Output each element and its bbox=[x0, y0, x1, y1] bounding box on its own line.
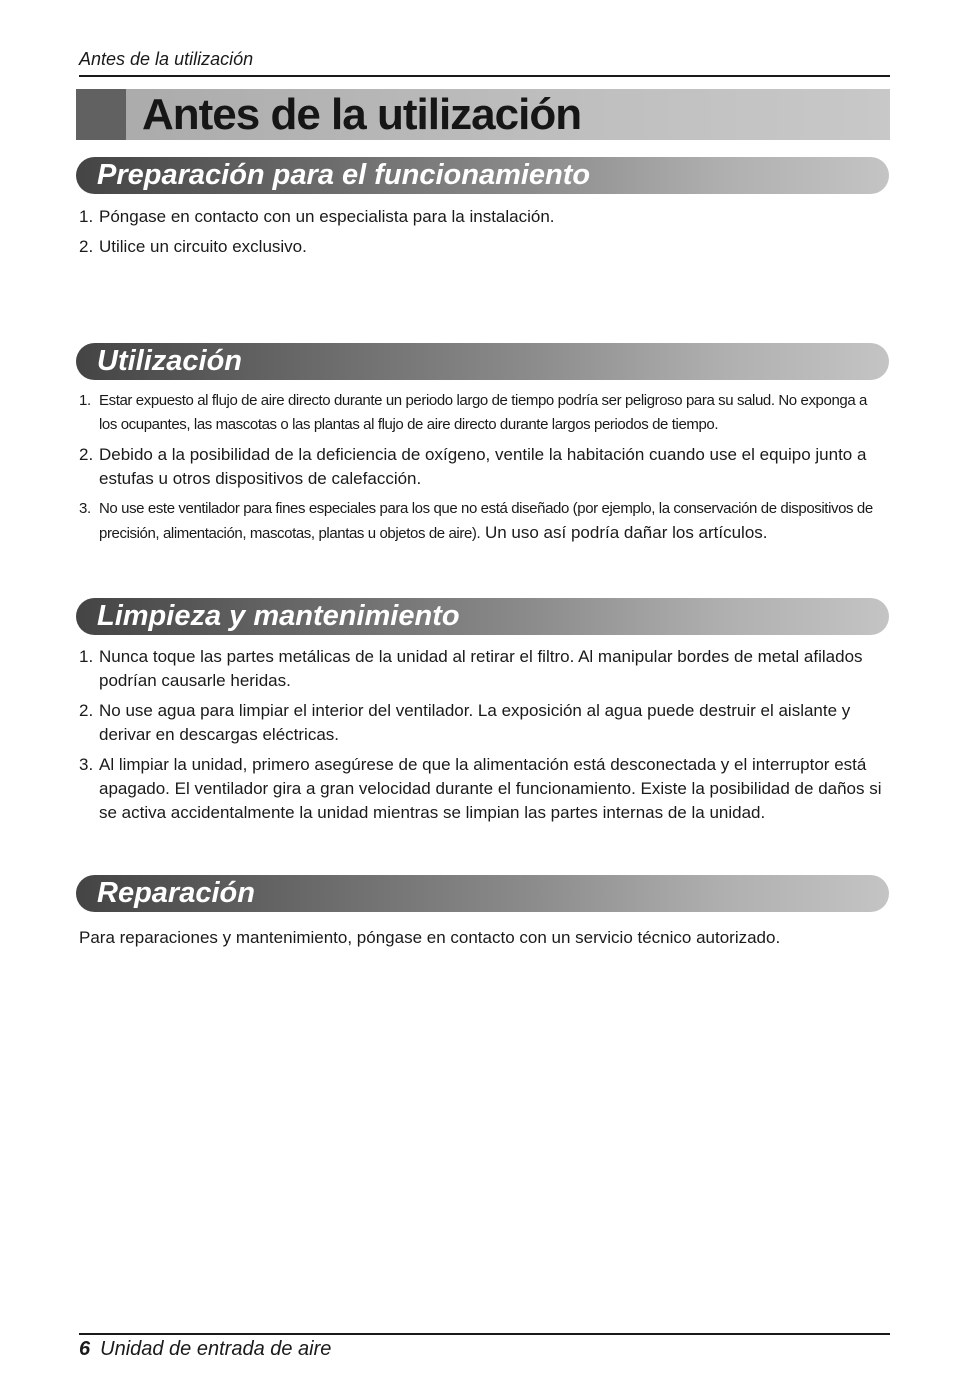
item-text-tail: Un uso así podría dañar los artículos. bbox=[480, 523, 768, 542]
section-title: Limpieza y mantenimiento bbox=[97, 600, 460, 632]
section-header-preparacion bbox=[76, 157, 889, 194]
item-text: Póngase en contacto con un especialista para la instalación. bbox=[99, 207, 555, 226]
list-item bbox=[79, 205, 884, 229]
section-title: Utilización bbox=[97, 345, 243, 377]
item-number: 2. bbox=[79, 237, 94, 256]
title-accent-block bbox=[76, 89, 126, 140]
item-number: 2. bbox=[79, 445, 94, 464]
item-text: No use este ventilador para fines especiales para los que no está diseñado (por ejemplo, la conservación de dispositivos de precisión, alimentación, mascotas, plantas u objetos de aire). bbox=[99, 500, 873, 542]
reparacion-paragraph: Para reparaciones y mantenimiento, póngase en contacto con un servicio técnico autorizado. bbox=[79, 928, 781, 947]
section-title: Reparación bbox=[97, 877, 255, 909]
page-number: 6 bbox=[79, 1338, 91, 1360]
item-number: 3. bbox=[79, 755, 94, 774]
limpieza-list bbox=[79, 645, 884, 825]
item-number: 1. bbox=[79, 207, 94, 226]
item-number: 1. bbox=[79, 392, 91, 409]
item-text: No use agua para limpiar el interior del ventilador. La exposición al agua puede destruir el aislante y derivar en descargas eléctricas. bbox=[99, 701, 851, 744]
item-number: 3. bbox=[79, 500, 91, 517]
section-title: Preparación para el funcionamiento bbox=[97, 159, 591, 191]
preparacion-list bbox=[79, 205, 884, 259]
footer-text: Unidad de entrada de aire bbox=[100, 1338, 332, 1360]
utilizacion-list bbox=[79, 389, 884, 546]
list-item bbox=[79, 497, 884, 546]
item-text: Al limpiar la unidad, primero asegúrese de que la alimentación está desconectada y el interruptor está apagado. El ventilador gira a gran velocidad durante el funcionamiento. Existe la posibilidad de daños si se activa accidentalmente la unidad mientras se limpian las partes internas de la unidad. bbox=[99, 755, 882, 822]
list-item bbox=[79, 389, 884, 437]
list-item bbox=[79, 753, 884, 825]
item-text: Debido a la posibilidad de la deficiencia de oxígeno, ventile la habitación cuando use el equipo junto a estufas u otros dispositivos de calefacción. bbox=[99, 445, 867, 488]
list-item bbox=[79, 645, 884, 693]
item-number: 2. bbox=[79, 701, 94, 720]
list-item bbox=[79, 235, 884, 259]
item-text: Utilice un circuito exclusivo. bbox=[99, 237, 307, 256]
section-header-reparacion bbox=[76, 875, 889, 912]
list-item bbox=[79, 699, 884, 747]
running-header: Antes de la utilización bbox=[79, 48, 890, 77]
item-text: Estar expuesto al flujo de aire directo durante un periodo largo de tiempo podría ser peligroso para su salud. No exponga a los ocupantes, las mascotas o las plantas al flujo de aire directo durante largos periodos de tiempo. bbox=[99, 392, 867, 433]
list-item bbox=[79, 443, 884, 491]
page-title: Antes de la utilización bbox=[142, 90, 582, 139]
item-number: 1. bbox=[79, 647, 94, 666]
page-title-bar bbox=[76, 89, 890, 140]
item-text: Nunca toque las partes metálicas de la unidad al retirar el filtro. Al manipular bordes de metal afilados podrían causarle heridas. bbox=[99, 647, 863, 690]
section-header-utilizacion bbox=[76, 343, 889, 380]
section-header-limpieza bbox=[76, 598, 889, 635]
page-footer bbox=[79, 1333, 890, 1363]
